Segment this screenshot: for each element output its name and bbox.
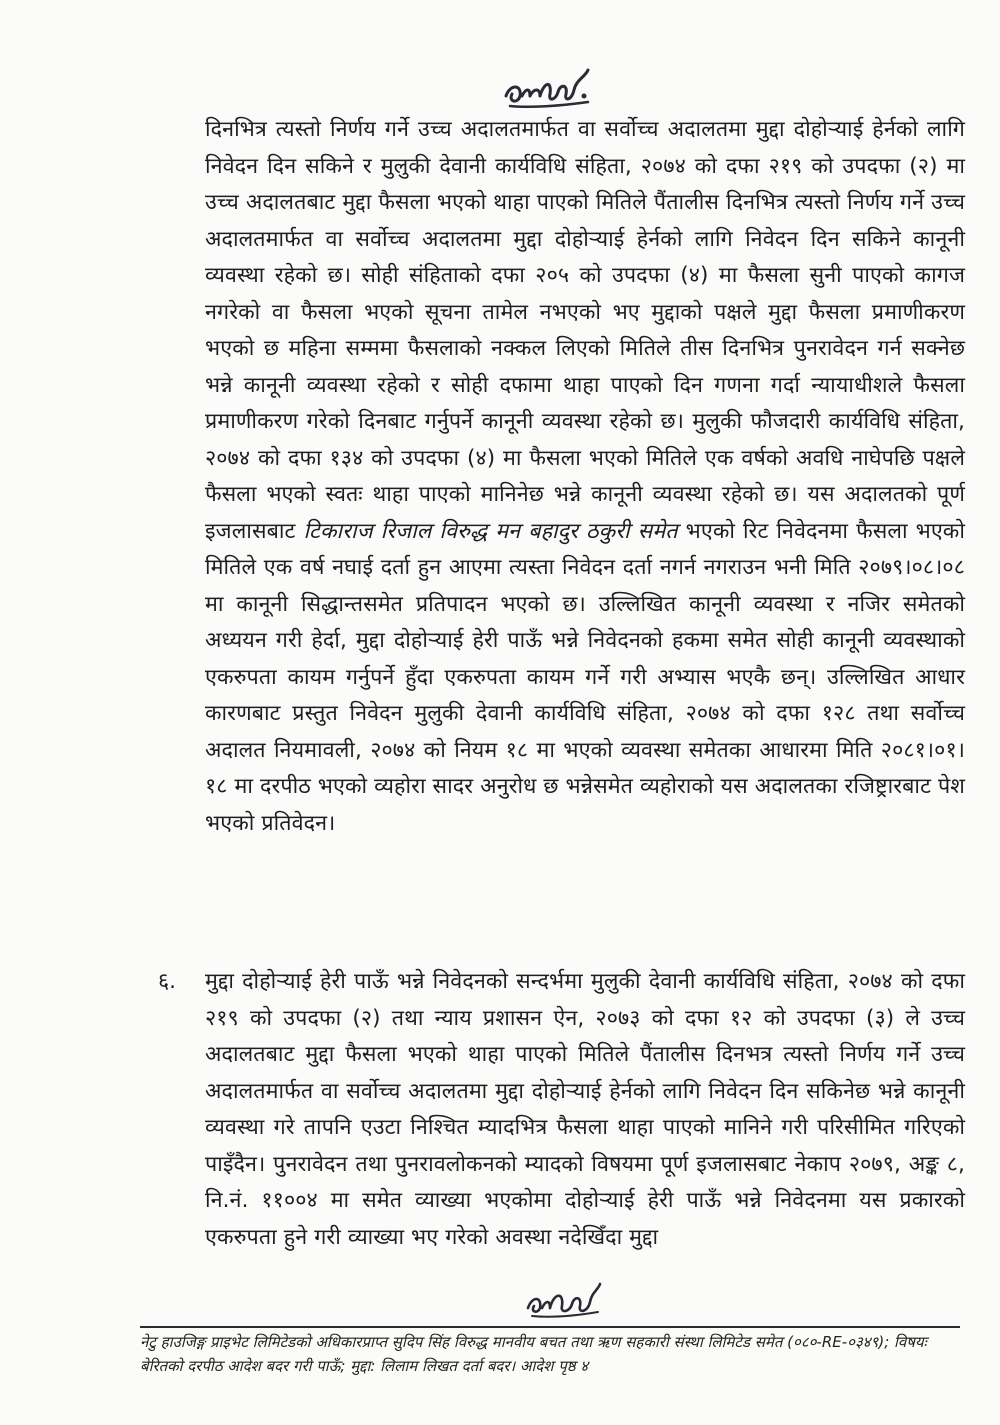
footer-case-reference: नेटु हाउजिङ्ग प्राइभेट लिमिटेडको अधिकारप्राप्त सुदिप सिंह विरुद्ध मानवीय बचत तथा ऋण सहकारी संस्था लिमिटेड समेत (०८०-RE-०३४९); विषयः बेरितको दरपीठ आदेश बदर गरी पाऊँ; मुद्दा: लिलाम लिखत दर्ता बदर। आदेश पृष्ठ ४ (140, 1333, 927, 1375)
paragraph-number: ६. (158, 969, 177, 994)
paragraph-6-text: मुद्दा दोहोऱ्याई हेरी पाऊँ भन्ने निवेदनको सन्दर्भमा मुलुकी देवानी कार्यविधि संहिता, २०७४ को दफा २१९ को उपदफा (२) तथा न्याय प्रशासन ऐन, २०७३ को दफा १२ को उपदफा (३) ले उच्च अदालतबाट मुद्दा फैसला भएको थाहा पाएको मितिले पैंतालीस दिनभत्र त्यस्तो निर्णय गर्ने उच्च अदालतमार्फत वा सर्वोच्च अदालतमा मुद्दा दोहोऱ्याई हेर्नको लागि निवेदन दिन सकिनेछ भन्ने कानूनी व्यवस्था गरे तापनि एउटा निश्चित म्यादभित्र फैसला थाहा पाएको मानिने गरी परिसीमित गरिएको पाइँदैन। पुनरावेदन तथा पुनरावलोकनको म्यादको विषयमा पूर्ण इजलासबाट नेकाप २०७९, अङ्क ८, नि.नं. ११००४ मा समेत व्याख्या भएकोमा दोहोऱ्याई हेरी पाऊँ भन्ने निवेदनमा यस प्रकारको एकरुपता हुने गरी व्याख्या भए गरेको अवस्था नदेखिँदा मुद्दा (205, 969, 965, 1250)
paragraph-1-text-a: दिनभित्र त्यस्तो निर्णय गर्ने उच्च अदालतमार्फत वा सर्वोच्च अदालतमा मुद्दा दोहोऱ्याई हेर्नको लागि निवेदन दिन सकिने र मुलुकी देवानी कार्यविधि संहिता, २०७४ को दफा २१९ को उपदफा (२) मा उच्च अदालतबाट मुद्दा फैसला भएको थाहा पाएको मितिले पैंतालीस दिनभित्र त्यस्तो निर्णय गर्ने उच्च अदालतमार्फत वा सर्वोच्च अदालतमा मुद्दा दोहोऱ्याई हेर्नको लागि निवेदन दिन सकिने कानूनी व्यवस्था रहेको छ। सोही संहिताको दफा २०५ को उपदफा (४) मा फैसला सुनी पाएको कागज नगरेको वा फैसला भएको सूचना तामेल नभएको भए मुद्दाको पक्षले मुद्दा फैसला प्रमाणीकरण भएको छ महिना सम्ममा फैसलाको नक्कल लिएको मितिले तीस दिनभित्र पुनरावेदन गर्न सक्नेछ भन्ने कानूनी व्यवस्था रहेको र सोही दफामा थाहा पाएको दिन गणना गर्दा न्यायाधीशले फैसला प्रमाणीकरण गरेको दिनबाट गर्नुपर्ने कानूनी व्यवस्था रहेको छ। मुलुकी फौजदारी कार्यविधि संहिता, २०७४ को दफा १३४ को उपदफा (४) मा फैसला भएको मितिले एक वर्षको अवधि नाघेपछि पक्षले फैसला भएको स्वतः थाहा पाएको मानिनेछ भन्ने कानूनी व्यवस्था रहेको छ। यस अदालतको पूर्ण इजलासबाट (205, 117, 965, 544)
signature-bottom (524, 1282, 602, 1322)
signature-top (500, 66, 595, 114)
paragraph-1-text-b: भएको रिट निवेदनमा फैसला भएको मितिले एक वर्ष नघाई दर्ता हुन आएमा त्यस्ता निवेदन दर्ता नगर्न नगराउन भनी मिति २०७९।०८।०८ मा कानूनी सिद्धान्तसमेत प्रतिपादन भएको छ। उल्लिखित कानूनी व्यवस्था र नजिर समेतको अध्ययन गरी हेर्दा, मुद्दा दोहोऱ्याई हेरी पाऊँ भन्ने निवेदनको हकमा समेत सोही कानूनी व्यवस्थाको एकरुपता कायम गर्नुपर्ने हुँदा एकरुपता कायम गर्ने गरी अभ्यास भएकै छन्। उल्लिखित आधार कारणबाट प्रस्तुत निवेदन मुलुकी देवानी कार्यविधि संहिता, २०७४ को दफा १२८ तथा सर्वोच्च अदालत नियमावली, २०७४ को नियम १८ मा भएको व्यवस्था समेतका आधारमा मिति २०८१।०१।१८ मा दरपीठ भएको व्यहोरा सादर अनुरोध छ भन्नेसमेत व्यहोराको यस अदालतका रजिष्ट्रारबाट पेश भएको प्रतिवेदन। (205, 518, 965, 836)
footer-divider (140, 1326, 960, 1328)
case-name-italic: टिकाराज रिजाल विरुद्ध मन बहादुर ठकुरी समेत (303, 518, 678, 544)
paragraph-continued (205, 112, 965, 962)
